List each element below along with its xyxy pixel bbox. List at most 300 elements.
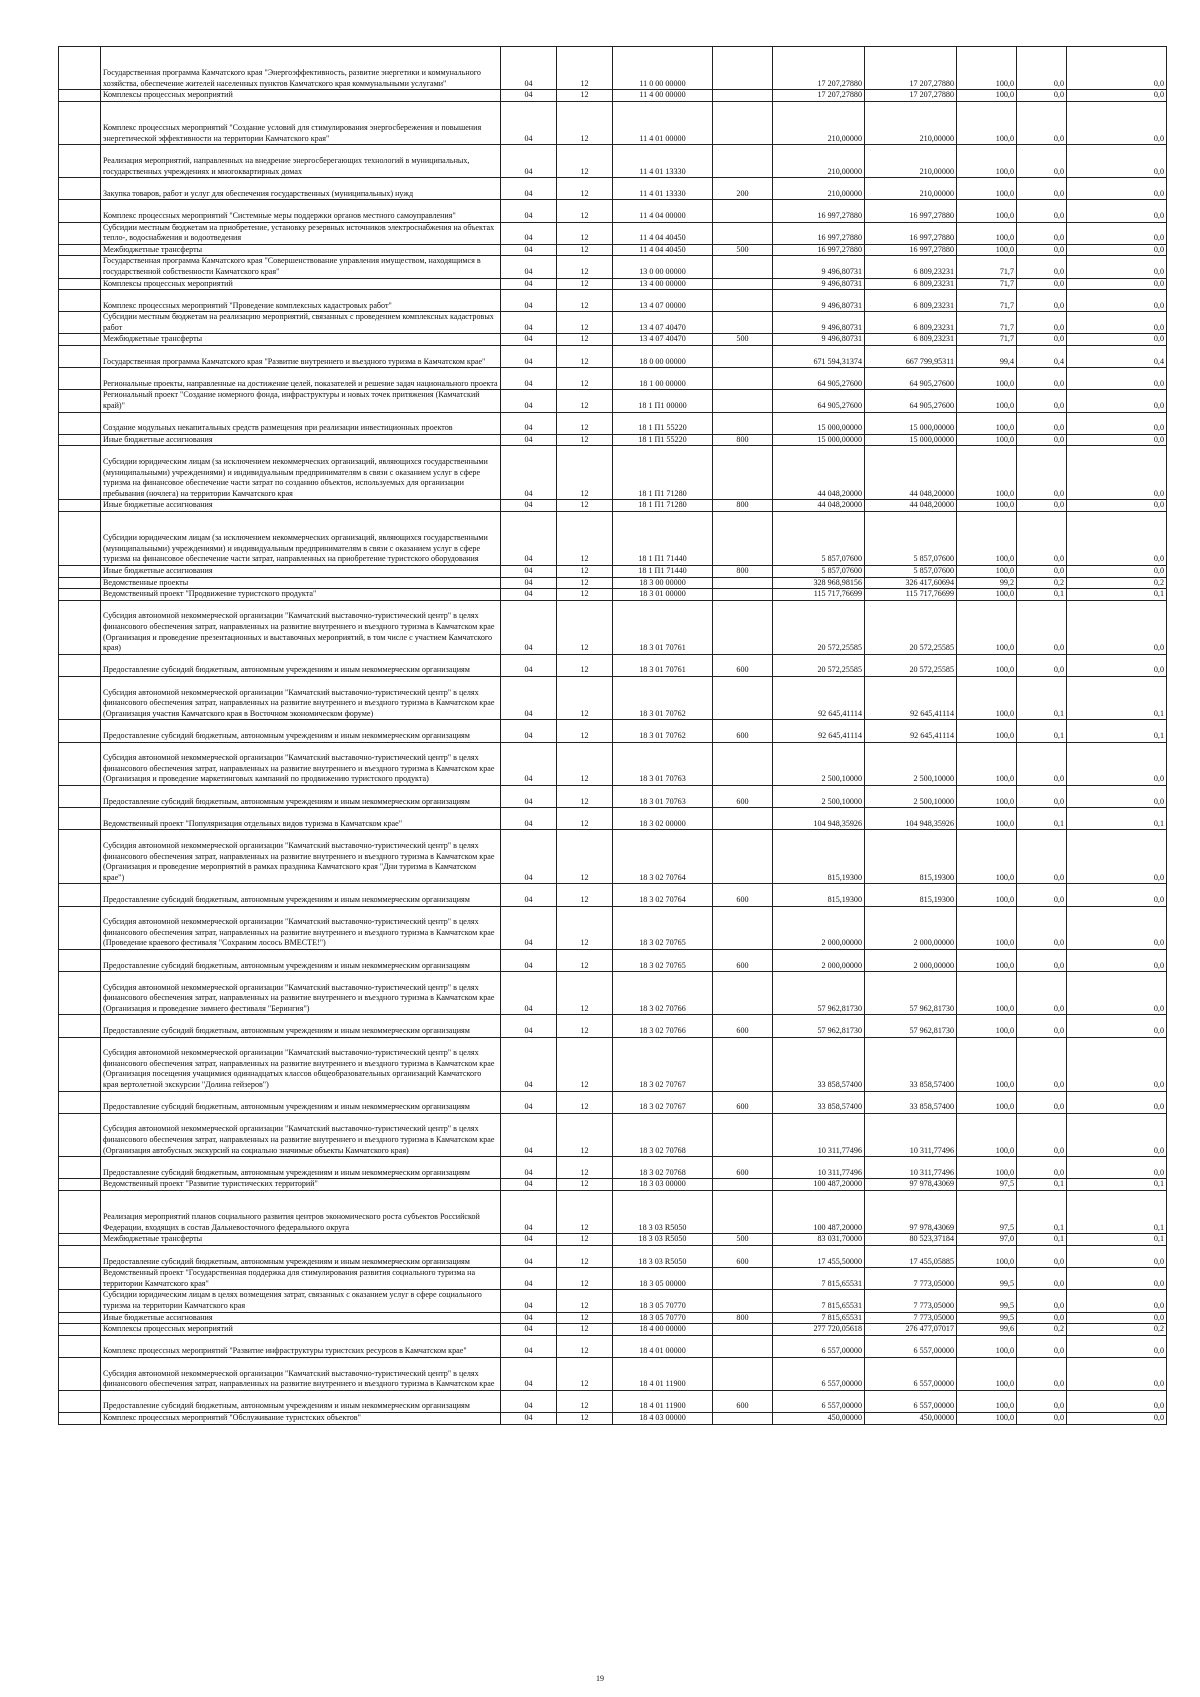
cell-subsection: 12	[557, 600, 613, 654]
cell-target-article: 11 4 04 40450	[613, 244, 713, 256]
cell-execution-percent: 99,5	[957, 1290, 1017, 1312]
cell-execution-percent: 100,0	[957, 830, 1017, 884]
cell-expense-type	[713, 47, 773, 90]
cell-subsection: 12	[557, 90, 613, 102]
cell-subsection: 12	[557, 1312, 613, 1324]
cell-subsection: 12	[557, 446, 613, 500]
cell-blank	[59, 1037, 101, 1091]
cell-blank	[59, 1234, 101, 1246]
cell-planned-amount: 17 207,27880	[773, 90, 865, 102]
cell-share-2: 0,0	[1067, 884, 1167, 906]
cell-blank	[59, 589, 101, 601]
table-row	[59, 1290, 1167, 1312]
cell-share-1: 0,0	[1017, 256, 1067, 278]
cell-target-article: 11 4 01 00000	[613, 101, 713, 144]
cell-blank	[59, 1268, 101, 1290]
cell-execution-percent: 100,0	[957, 949, 1017, 971]
cell-target-article: 18 3 02 70765	[613, 949, 713, 971]
table-row	[59, 785, 1167, 807]
cell-actual-amount: 57 962,81730	[865, 972, 957, 1015]
cell-planned-amount: 328 968,98156	[773, 577, 865, 589]
cell-share-2: 0,0	[1067, 47, 1167, 90]
cell-share-2: 0,0	[1067, 512, 1167, 566]
cell-blank	[59, 949, 101, 971]
cell-target-article: 18 1 П1 00000	[613, 390, 713, 412]
cell-share-1: 0,0	[1017, 278, 1067, 290]
table-row	[59, 412, 1167, 434]
cell-target-article: 18 3 01 70761	[613, 654, 713, 676]
cell-blank	[59, 1335, 101, 1357]
cell-blank	[59, 512, 101, 566]
cell-share-1: 0,0	[1017, 101, 1067, 144]
cell-share-2: 0,4	[1067, 346, 1167, 368]
cell-item-name: Создание модульных некапитальных средств размещения при реализации инвестиционных проектов	[101, 412, 501, 434]
cell-item-name: Государственная программа Камчатского края "Совершенствование управления имуществом, находящимся в государственной собственности Камчатского края"	[101, 256, 501, 278]
cell-share-1: 0,0	[1017, 785, 1067, 807]
cell-section: 04	[501, 1268, 557, 1290]
cell-blank	[59, 600, 101, 654]
cell-share-1: 0,0	[1017, 600, 1067, 654]
cell-actual-amount: 210,00000	[865, 178, 957, 200]
cell-blank	[59, 972, 101, 1015]
cell-subsection: 12	[557, 101, 613, 144]
cell-share-2: 0,0	[1067, 654, 1167, 676]
cell-section: 04	[501, 1234, 557, 1246]
cell-share-2: 0,0	[1067, 390, 1167, 412]
cell-planned-amount: 20 572,25585	[773, 654, 865, 676]
table-row	[59, 178, 1167, 200]
cell-item-name: Предоставление субсидий бюджетным, автономным учреждениям и иным некоммерческим организациям	[101, 654, 501, 676]
cell-expense-type	[713, 200, 773, 222]
cell-execution-percent: 100,0	[957, 742, 1017, 785]
cell-share-1: 0,4	[1017, 346, 1067, 368]
table-row	[59, 512, 1167, 566]
cell-item-name: Субсидия автономной некоммерческой организации "Камчатский выставочно-туристический центр" в целях финансового обеспечения затрат, направленных на развитие внутреннего и въездного туризма в Камчатском крае (Организация и проведение презентационных и выставочных мероприятий, в том числе с участием Камчатского края)	[101, 600, 501, 654]
budget-table	[58, 46, 1167, 1425]
cell-blank	[59, 1357, 101, 1390]
cell-planned-amount: 10 311,77496	[773, 1113, 865, 1156]
cell-subsection: 12	[557, 47, 613, 90]
cell-target-article: 18 3 05 00000	[613, 1268, 713, 1290]
cell-target-article: 18 3 02 70765	[613, 906, 713, 949]
cell-item-name: Реализация мероприятий, направленных на внедрение энергосберегающих технологий в муниципальных, государственных учреждениях и многоквартирных домах	[101, 145, 501, 178]
cell-blank	[59, 101, 101, 144]
cell-actual-amount: 2 000,00000	[865, 949, 957, 971]
cell-item-name: Комплекс процессных мероприятий "Создание условий для стимулирования энергосбережения и повышения энергетической эффективности на территории Камчатского края"	[101, 101, 501, 144]
cell-share-1: 0,2	[1017, 1324, 1067, 1336]
cell-section: 04	[501, 720, 557, 742]
table-row	[59, 1157, 1167, 1179]
cell-section: 04	[501, 1412, 557, 1424]
table-row	[59, 145, 1167, 178]
cell-expense-type	[713, 1037, 773, 1091]
cell-execution-percent: 100,0	[957, 808, 1017, 830]
cell-share-2: 0,1	[1067, 720, 1167, 742]
cell-blank	[59, 1157, 101, 1179]
cell-expense-type	[713, 1335, 773, 1357]
cell-expense-type	[713, 589, 773, 601]
cell-item-name: Ведомственный проект "Развитие туристических территорий"	[101, 1179, 501, 1191]
cell-section: 04	[501, 47, 557, 90]
cell-planned-amount: 104 948,35926	[773, 808, 865, 830]
cell-share-1: 0,0	[1017, 884, 1067, 906]
cell-share-1: 0,0	[1017, 312, 1067, 334]
cell-share-2: 0,0	[1067, 500, 1167, 512]
cell-actual-amount: 92 645,41114	[865, 720, 957, 742]
cell-item-name: Государственная программа Камчатского края "Развитие внутреннего и въездного туризма в Камчатском крае"	[101, 346, 501, 368]
cell-execution-percent: 99,4	[957, 346, 1017, 368]
table-row	[59, 334, 1167, 346]
cell-item-name: Предоставление субсидий бюджетным, автономным учреждениям и иным некоммерческим организациям	[101, 949, 501, 971]
cell-target-article: 11 4 01 13330	[613, 145, 713, 178]
cell-share-2: 0,0	[1067, 600, 1167, 654]
cell-item-name: Предоставление субсидий бюджетным, автономным учреждениям и иным некоммерческим организациям	[101, 720, 501, 742]
table-row	[59, 577, 1167, 589]
cell-execution-percent: 99,5	[957, 1268, 1017, 1290]
cell-target-article: 18 4 00 00000	[613, 1324, 713, 1336]
table-row	[59, 742, 1167, 785]
cell-planned-amount: 7 815,65531	[773, 1268, 865, 1290]
cell-section: 04	[501, 676, 557, 719]
cell-expense-type: 600	[713, 785, 773, 807]
cell-actual-amount: 667 799,95311	[865, 346, 957, 368]
cell-execution-percent: 71,7	[957, 312, 1017, 334]
cell-expense-type: 800	[713, 566, 773, 578]
cell-section: 04	[501, 446, 557, 500]
cell-expense-type	[713, 290, 773, 312]
cell-expense-type	[713, 577, 773, 589]
table-row	[59, 808, 1167, 830]
cell-planned-amount: 6 557,00000	[773, 1357, 865, 1390]
cell-share-1: 0,0	[1017, 222, 1067, 244]
cell-section: 04	[501, 566, 557, 578]
cell-blank	[59, 1015, 101, 1037]
cell-section: 04	[501, 1015, 557, 1037]
cell-share-1: 0,0	[1017, 434, 1067, 446]
cell-section: 04	[501, 390, 557, 412]
cell-planned-amount: 5 857,07600	[773, 512, 865, 566]
cell-share-2: 0,0	[1067, 434, 1167, 446]
cell-planned-amount: 33 858,57400	[773, 1037, 865, 1091]
cell-expense-type	[713, 1357, 773, 1390]
cell-planned-amount: 9 496,80731	[773, 334, 865, 346]
cell-target-article: 18 3 02 70768	[613, 1113, 713, 1156]
cell-subsection: 12	[557, 589, 613, 601]
cell-target-article: 18 4 03 00000	[613, 1412, 713, 1424]
cell-blank	[59, 1191, 101, 1234]
cell-subsection: 12	[557, 785, 613, 807]
cell-share-2: 0,2	[1067, 577, 1167, 589]
cell-subsection: 12	[557, 566, 613, 578]
cell-subsection: 12	[557, 222, 613, 244]
cell-planned-amount: 210,00000	[773, 178, 865, 200]
cell-target-article: 18 1 П1 55220	[613, 434, 713, 446]
cell-expense-type	[713, 512, 773, 566]
cell-item-name: Закупка товаров, работ и услуг для обеспечения государственных (муниципальных) нужд	[101, 178, 501, 200]
cell-execution-percent: 100,0	[957, 1015, 1017, 1037]
cell-actual-amount: 16 997,27880	[865, 200, 957, 222]
cell-execution-percent: 100,0	[957, 244, 1017, 256]
cell-expense-type: 500	[713, 334, 773, 346]
cell-target-article: 11 4 01 13330	[613, 178, 713, 200]
cell-target-article: 18 3 03 R5050	[613, 1246, 713, 1268]
cell-target-article: 13 4 07 40470	[613, 312, 713, 334]
cell-section: 04	[501, 178, 557, 200]
cell-execution-percent: 100,0	[957, 1412, 1017, 1424]
cell-share-2: 0,0	[1067, 906, 1167, 949]
cell-expense-type	[713, 1412, 773, 1424]
cell-section: 04	[501, 785, 557, 807]
table-row	[59, 500, 1167, 512]
cell-item-name: Региональные проекты, направленные на достижение целей, показателей и решение задач национального проекта	[101, 368, 501, 390]
cell-item-name: Иные бюджетные ассигнования	[101, 566, 501, 578]
cell-expense-type	[713, 600, 773, 654]
cell-planned-amount: 16 997,27880	[773, 200, 865, 222]
cell-expense-type	[713, 390, 773, 412]
cell-item-name: Предоставление субсидий бюджетным, автономным учреждениям и иным некоммерческим организациям	[101, 785, 501, 807]
cell-expense-type: 600	[713, 1091, 773, 1113]
cell-target-article: 18 1 П1 71440	[613, 566, 713, 578]
cell-share-1: 0,0	[1017, 906, 1067, 949]
cell-item-name: Иные бюджетные ассигнования	[101, 1312, 501, 1324]
cell-planned-amount: 210,00000	[773, 145, 865, 178]
cell-planned-amount: 7 815,65531	[773, 1312, 865, 1324]
cell-actual-amount: 6 809,23231	[865, 256, 957, 278]
cell-planned-amount: 83 031,70000	[773, 1234, 865, 1246]
cell-target-article: 18 3 05 70770	[613, 1290, 713, 1312]
cell-subsection: 12	[557, 1290, 613, 1312]
cell-expense-type	[713, 222, 773, 244]
cell-blank	[59, 346, 101, 368]
cell-blank	[59, 90, 101, 102]
cell-share-1: 0,0	[1017, 500, 1067, 512]
cell-subsection: 12	[557, 200, 613, 222]
cell-expense-type	[713, 808, 773, 830]
cell-target-article: 11 4 00 00000	[613, 90, 713, 102]
cell-subsection: 12	[557, 1335, 613, 1357]
cell-expense-type	[713, 101, 773, 144]
cell-planned-amount: 6 557,00000	[773, 1335, 865, 1357]
cell-item-name: Субсидии местным бюджетам на приобретение, установку резервных источников электроснабжения на объектах тепло-, водоснабжения и водоотведения	[101, 222, 501, 244]
cell-subsection: 12	[557, 1412, 613, 1424]
cell-share-2: 0,0	[1067, 90, 1167, 102]
cell-section: 04	[501, 949, 557, 971]
cell-planned-amount: 9 496,80731	[773, 290, 865, 312]
cell-expense-type: 500	[713, 244, 773, 256]
cell-item-name: Субсидия автономной некоммерческой организации "Камчатский выставочно-туристический центр" в целях финансового обеспечения затрат, направленных на развитие внутреннего и въездного туризма в Камчатском крае (Организация автобусных экскурсий на социально значимые объекты Камчатского края)	[101, 1113, 501, 1156]
cell-execution-percent: 100,0	[957, 145, 1017, 178]
cell-execution-percent: 100,0	[957, 720, 1017, 742]
cell-actual-amount: 6 809,23231	[865, 290, 957, 312]
cell-section: 04	[501, 808, 557, 830]
cell-blank	[59, 412, 101, 434]
cell-execution-percent: 100,0	[957, 446, 1017, 500]
cell-share-1: 0,0	[1017, 200, 1067, 222]
cell-share-2: 0,0	[1067, 222, 1167, 244]
cell-subsection: 12	[557, 1091, 613, 1113]
cell-actual-amount: 6 809,23231	[865, 312, 957, 334]
cell-share-1: 0,0	[1017, 1037, 1067, 1091]
cell-execution-percent: 100,0	[957, 600, 1017, 654]
cell-share-2: 0,0	[1067, 830, 1167, 884]
cell-expense-type	[713, 1113, 773, 1156]
cell-planned-amount: 44 048,20000	[773, 500, 865, 512]
cell-actual-amount: 33 858,57400	[865, 1091, 957, 1113]
cell-share-1: 0,0	[1017, 742, 1067, 785]
cell-target-article: 18 3 03 R5050	[613, 1191, 713, 1234]
cell-expense-type	[713, 256, 773, 278]
cell-execution-percent: 100,0	[957, 368, 1017, 390]
cell-share-2: 0,0	[1067, 1412, 1167, 1424]
cell-share-1: 0,0	[1017, 334, 1067, 346]
cell-actual-amount: 276 477,07017	[865, 1324, 957, 1336]
cell-planned-amount: 57 962,81730	[773, 1015, 865, 1037]
cell-blank	[59, 1290, 101, 1312]
cell-planned-amount: 2 500,10000	[773, 742, 865, 785]
cell-share-1: 0,1	[1017, 676, 1067, 719]
cell-share-1: 0,0	[1017, 949, 1067, 971]
cell-subsection: 12	[557, 145, 613, 178]
cell-share-1: 0,0	[1017, 412, 1067, 434]
cell-section: 04	[501, 1113, 557, 1156]
table-row	[59, 222, 1167, 244]
cell-actual-amount: 815,19300	[865, 830, 957, 884]
cell-subsection: 12	[557, 346, 613, 368]
cell-actual-amount: 17 207,27880	[865, 47, 957, 90]
cell-section: 04	[501, 145, 557, 178]
cell-target-article: 18 3 01 00000	[613, 589, 713, 601]
cell-section: 04	[501, 256, 557, 278]
cell-subsection: 12	[557, 290, 613, 312]
cell-execution-percent: 100,0	[957, 785, 1017, 807]
cell-subsection: 12	[557, 972, 613, 1015]
cell-share-2: 0,0	[1067, 1290, 1167, 1312]
cell-share-2: 0,0	[1067, 334, 1167, 346]
table-row	[59, 906, 1167, 949]
cell-item-name: Ведомственный проект "Продвижение туристского продукта"	[101, 589, 501, 601]
cell-subsection: 12	[557, 244, 613, 256]
cell-section: 04	[501, 244, 557, 256]
cell-item-name: Комплекс процессных мероприятий "Системные меры поддержки органов местного самоуправления"	[101, 200, 501, 222]
cell-execution-percent: 100,0	[957, 676, 1017, 719]
cell-subsection: 12	[557, 412, 613, 434]
cell-actual-amount: 33 858,57400	[865, 1037, 957, 1091]
table-row	[59, 1037, 1167, 1091]
cell-execution-percent: 100,0	[957, 101, 1017, 144]
cell-blank	[59, 808, 101, 830]
cell-share-1: 0,0	[1017, 1335, 1067, 1357]
cell-target-article: 11 0 00 00000	[613, 47, 713, 90]
cell-actual-amount: 6 557,00000	[865, 1335, 957, 1357]
cell-item-name: Комплекс процессных мероприятий "Развитие инфраструктуры туристских ресурсов в Камчатском крае"	[101, 1335, 501, 1357]
cell-target-article: 18 3 03 R5050	[613, 1234, 713, 1246]
cell-expense-type: 200	[713, 178, 773, 200]
cell-blank	[59, 720, 101, 742]
cell-item-name: Комплексы процессных мероприятий	[101, 278, 501, 290]
cell-planned-amount: 5 857,07600	[773, 566, 865, 578]
cell-item-name: Предоставление субсидий бюджетным, автономным учреждениям и иным некоммерческим организациям	[101, 1246, 501, 1268]
cell-blank	[59, 1312, 101, 1324]
cell-expense-type	[713, 742, 773, 785]
cell-execution-percent: 100,0	[957, 500, 1017, 512]
table-row	[59, 1312, 1167, 1324]
table-row	[59, 589, 1167, 601]
cell-subsection: 12	[557, 500, 613, 512]
cell-blank	[59, 200, 101, 222]
table-row	[59, 830, 1167, 884]
cell-section: 04	[501, 1037, 557, 1091]
cell-actual-amount: 2 000,00000	[865, 906, 957, 949]
cell-section: 04	[501, 290, 557, 312]
cell-expense-type: 600	[713, 1246, 773, 1268]
cell-share-2: 0,0	[1067, 446, 1167, 500]
cell-expense-type: 600	[713, 654, 773, 676]
cell-blank	[59, 446, 101, 500]
cell-expense-type	[713, 1290, 773, 1312]
cell-execution-percent: 100,0	[957, 222, 1017, 244]
cell-blank	[59, 334, 101, 346]
cell-blank	[59, 906, 101, 949]
cell-share-2: 0,0	[1067, 101, 1167, 144]
cell-actual-amount: 450,00000	[865, 1412, 957, 1424]
cell-subsection: 12	[557, 654, 613, 676]
cell-share-2: 0,1	[1067, 808, 1167, 830]
cell-share-1: 0,0	[1017, 1412, 1067, 1424]
cell-execution-percent: 100,0	[957, 906, 1017, 949]
cell-share-1: 0,0	[1017, 1312, 1067, 1324]
cell-section: 04	[501, 1390, 557, 1412]
cell-subsection: 12	[557, 1390, 613, 1412]
table-row	[59, 1015, 1167, 1037]
cell-execution-percent: 100,0	[957, 589, 1017, 601]
cell-section: 04	[501, 90, 557, 102]
cell-expense-type: 800	[713, 500, 773, 512]
cell-target-article: 18 3 00 00000	[613, 577, 713, 589]
cell-actual-amount: 15 000,00000	[865, 412, 957, 434]
cell-item-name: Субсидия автономной некоммерческой организации "Камчатский выставочно-туристический центр" в целях финансового обеспечения затрат, направленных на развитие внутреннего и въездного туризма в Камчатском крае (Организация и проведение маркетинговых кампаний по продвижению туристского продукта)	[101, 742, 501, 785]
cell-planned-amount: 9 496,80731	[773, 278, 865, 290]
cell-expense-type: 500	[713, 1234, 773, 1246]
cell-item-name: Межбюджетные трансферты	[101, 334, 501, 346]
cell-actual-amount: 5 857,07600	[865, 512, 957, 566]
cell-share-2: 0,0	[1067, 1246, 1167, 1268]
cell-blank	[59, 1390, 101, 1412]
cell-subsection: 12	[557, 830, 613, 884]
cell-planned-amount: 15 000,00000	[773, 434, 865, 446]
cell-expense-type: 600	[713, 884, 773, 906]
cell-subsection: 12	[557, 906, 613, 949]
cell-actual-amount: 17 455,05885	[865, 1246, 957, 1268]
cell-section: 04	[501, 1091, 557, 1113]
cell-item-name: Комплексы процессных мероприятий	[101, 1324, 501, 1336]
cell-subsection: 12	[557, 1179, 613, 1191]
table-row	[59, 1091, 1167, 1113]
cell-execution-percent: 71,7	[957, 278, 1017, 290]
cell-target-article: 18 3 02 70767	[613, 1091, 713, 1113]
cell-subsection: 12	[557, 1191, 613, 1234]
cell-execution-percent: 100,0	[957, 200, 1017, 222]
cell-execution-percent: 100,0	[957, 1357, 1017, 1390]
cell-execution-percent: 100,0	[957, 566, 1017, 578]
table-row	[59, 90, 1167, 102]
cell-execution-percent: 100,0	[957, 1246, 1017, 1268]
cell-share-2: 0,0	[1067, 244, 1167, 256]
cell-target-article: 18 3 01 70762	[613, 720, 713, 742]
cell-subsection: 12	[557, 178, 613, 200]
cell-section: 04	[501, 222, 557, 244]
cell-share-1: 0,0	[1017, 368, 1067, 390]
cell-execution-percent: 71,7	[957, 256, 1017, 278]
